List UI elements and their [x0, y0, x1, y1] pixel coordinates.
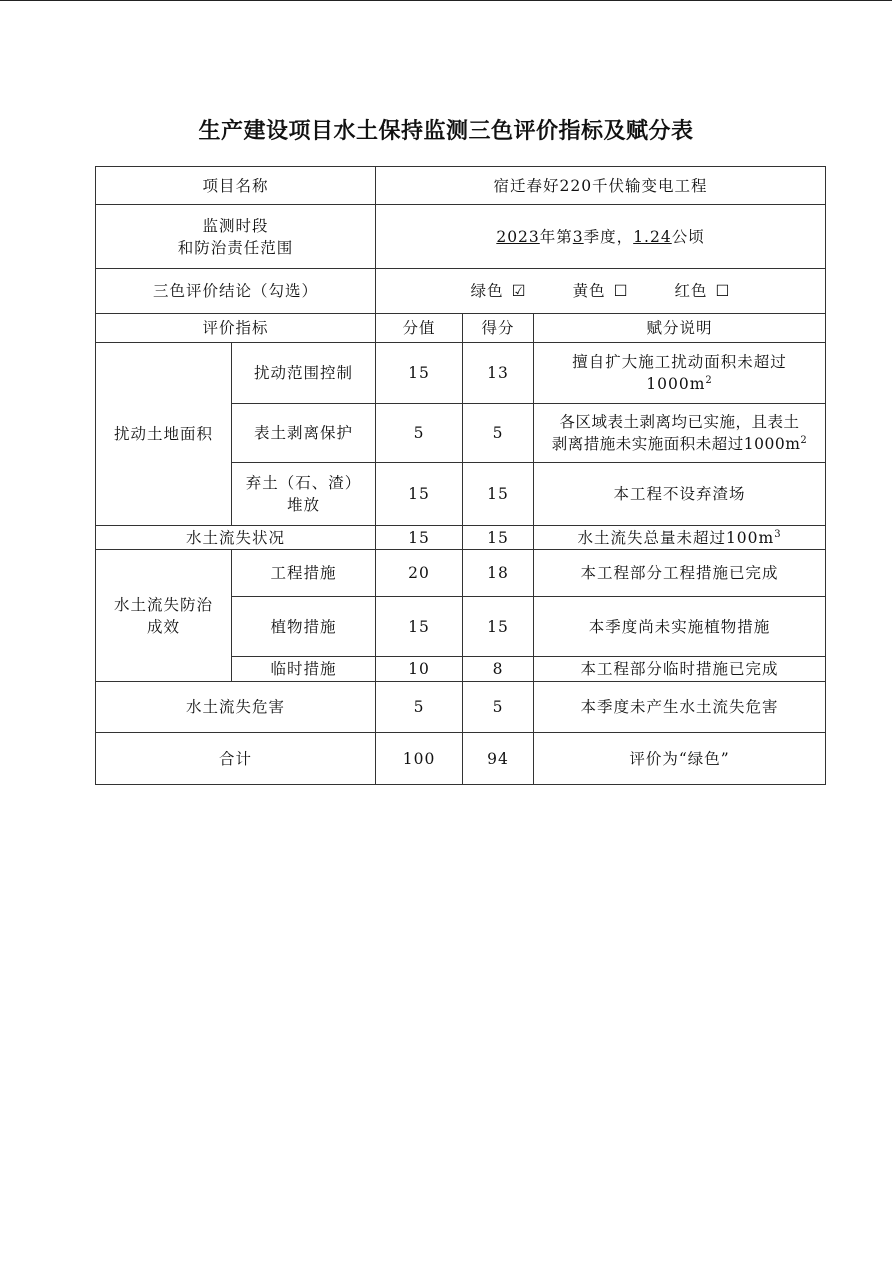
row-value: 15 — [376, 343, 463, 404]
project-name-label: 项目名称 — [96, 167, 376, 205]
row-score: 5 — [463, 682, 534, 733]
row-score: 13 — [463, 343, 534, 404]
period-label-line2: 和防治责任范围 — [177, 238, 294, 257]
yellow-option-label: 黄色 — [572, 282, 606, 300]
row-value: 5 — [376, 404, 463, 463]
red-option-label: 红色 — [674, 282, 708, 300]
header-row — [96, 314, 826, 343]
green-checkbox[interactable]: ☑ — [511, 282, 527, 300]
row-score: 15 — [463, 597, 534, 657]
row-description-line1: 各区域表土剥离均已实施，且表土 — [559, 413, 800, 431]
project-name-value: 宿迁春好220千伏输变电工程 — [376, 167, 826, 205]
period-label-line1: 监测时段 — [202, 216, 269, 235]
row-name: 水土流失状况 — [96, 526, 376, 550]
group-prevention — [96, 550, 232, 682]
red-checkbox[interactable]: ☐ — [715, 282, 731, 300]
header-indicator: 评价指标 — [96, 314, 376, 343]
row-name: 工程措施 — [232, 550, 376, 597]
row-name: 植物措施 — [232, 597, 376, 657]
period-year-suffix: 年第 — [539, 227, 573, 246]
group-prevention-line2: 成效 — [146, 617, 180, 636]
page-top-border — [0, 0, 892, 1]
row-description: 本季度未产生水土流失危害 — [534, 682, 826, 733]
conclusion-options — [376, 269, 826, 314]
row-name-line2: 堆放 — [287, 496, 321, 514]
period-row — [96, 205, 826, 269]
table-row — [96, 550, 826, 597]
row-score: 8 — [463, 657, 534, 682]
row-name — [232, 463, 376, 526]
row-name: 表土剥离保护 — [232, 404, 376, 463]
header-score-value: 分值 — [376, 314, 463, 343]
row-description: 本工程部分临时措施已完成 — [534, 657, 826, 682]
total-value: 100 — [376, 733, 463, 785]
group-disturbance: 扰动土地面积 — [96, 343, 232, 526]
row-value: 10 — [376, 657, 463, 682]
table-row — [96, 526, 826, 550]
row-description: 本工程部分工程措施已完成 — [534, 550, 826, 597]
row-value: 15 — [376, 597, 463, 657]
row-name-line1: 弃土（石、渣） — [245, 474, 362, 492]
header-explanation: 赋分说明 — [534, 314, 826, 343]
page-title: 生产建设项目水土保持监测三色评价指标及赋分表 — [198, 119, 694, 144]
row-score: 5 — [463, 404, 534, 463]
period-quarter: 3 — [572, 227, 584, 246]
row-description — [534, 404, 826, 463]
period-quarter-suffix: 季度， — [583, 227, 634, 246]
row-value: 15 — [376, 526, 463, 550]
row-score: 15 — [463, 463, 534, 526]
total-description: 评价为“绿色” — [534, 733, 826, 785]
total-row — [96, 733, 826, 785]
row-value: 15 — [376, 463, 463, 526]
period-value — [376, 205, 826, 269]
row-description-line1: 擅自扩大施工扰动面积未超过 — [572, 353, 787, 371]
row-description-line2: $1000m^2$ — [646, 374, 713, 393]
row-description-line2: 剥离措施未实施面积未超过$1000m^2$ — [551, 434, 808, 453]
row-name: 水土流失危害 — [96, 682, 376, 733]
row-name: 扰动范围控制 — [232, 343, 376, 404]
row-description: 本工程不设弃渣场 — [534, 463, 826, 526]
period-area-unit: 公顷 — [671, 227, 705, 246]
conclusion-row — [96, 269, 826, 314]
row-score: 18 — [463, 550, 534, 597]
row-score: 15 — [463, 526, 534, 550]
period-label — [96, 205, 376, 269]
table-row — [96, 343, 826, 404]
evaluation-table — [95, 166, 826, 785]
header-score-got: 得分 — [463, 314, 534, 343]
green-option-label: 绿色 — [470, 282, 504, 300]
table-row — [96, 682, 826, 733]
group-prevention-line1: 水土流失防治 — [113, 595, 213, 614]
row-value: 20 — [376, 550, 463, 597]
total-label: 合计 — [96, 733, 376, 785]
row-description: 本季度尚未实施植物措施 — [534, 597, 826, 657]
row-name: 临时措施 — [232, 657, 376, 682]
total-score: 94 — [463, 733, 534, 785]
row-value: 5 — [376, 682, 463, 733]
conclusion-label: 三色评价结论（勾选） — [96, 269, 376, 314]
period-area: 1.24 — [633, 227, 672, 246]
yellow-checkbox[interactable]: ☐ — [613, 282, 629, 300]
project-row — [96, 167, 826, 205]
row-description: 水土流失总量未超过$100m^3$ — [534, 526, 826, 550]
row-description — [534, 343, 826, 404]
period-year: 2023 — [496, 227, 540, 246]
